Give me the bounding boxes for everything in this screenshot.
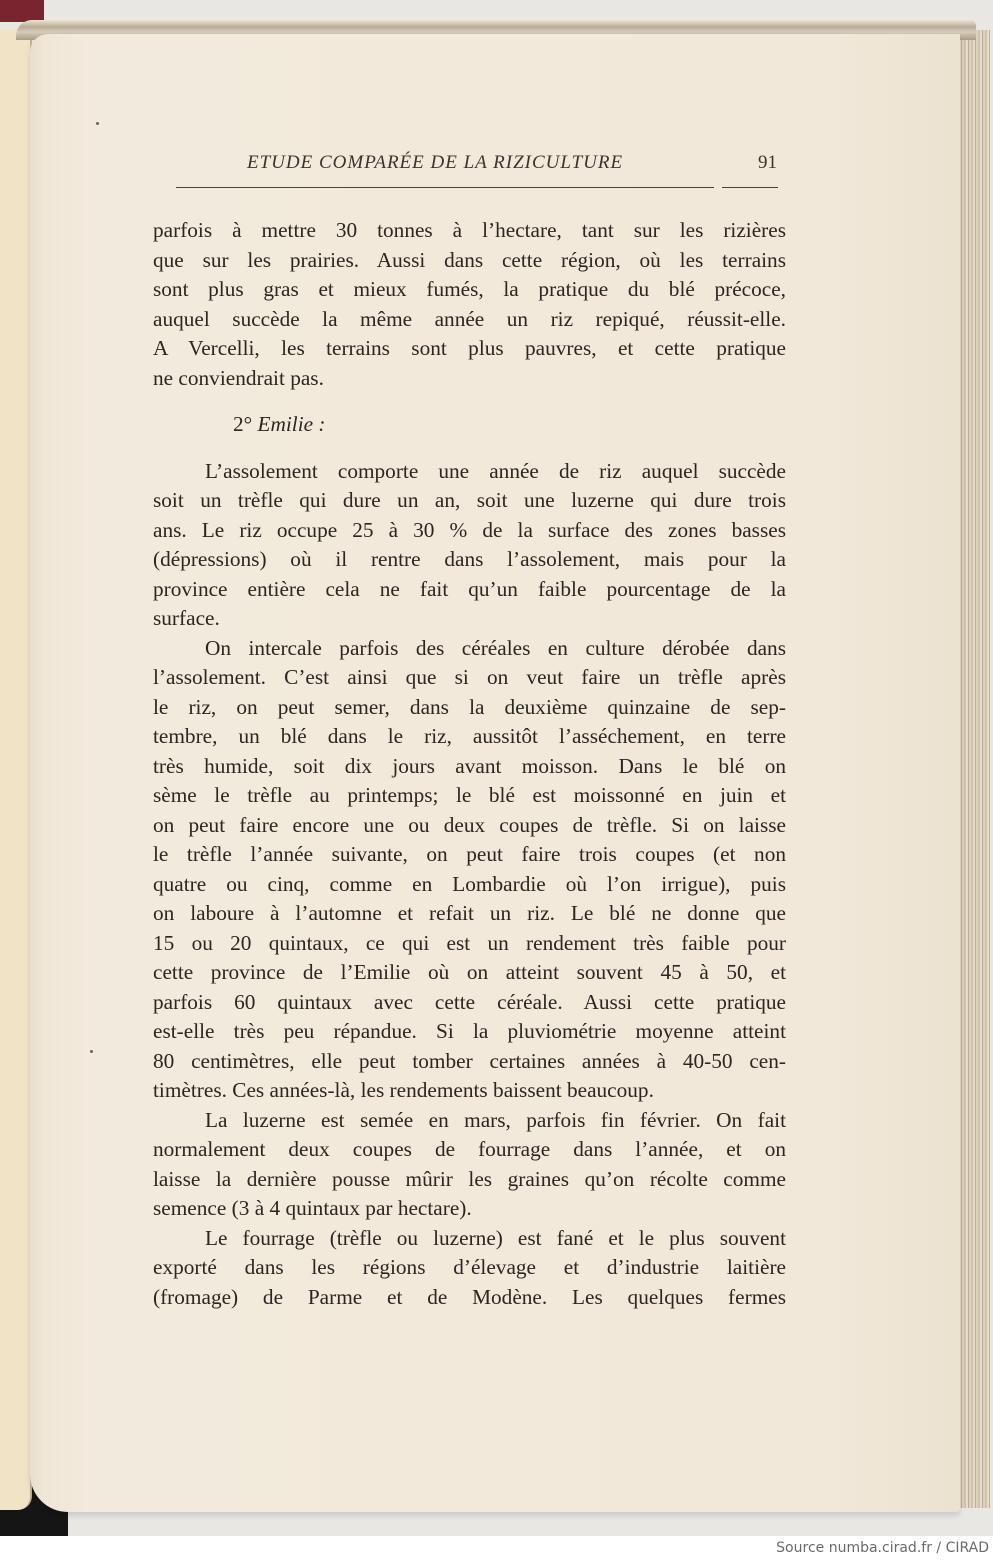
text-line: le riz, on peut semer, dans la deuxième quinzaine de sep- bbox=[153, 694, 786, 719]
text-line: L’assolement comporte une année de riz auquel succède bbox=[205, 458, 786, 483]
text-line: tembre, un blé dans le riz, aussitôt l’asséchement, en terre bbox=[153, 724, 786, 748]
text-line: sont plus gras et mieux fumés, la pratique du blé précoce, bbox=[153, 277, 786, 301]
text-line: sème le trèfle au printemps; le blé est moissonné en juin et bbox=[153, 783, 786, 807]
paper-speck bbox=[96, 122, 99, 125]
text-line: cette province de l’Emilie où on atteint souvent 45 à 50, et bbox=[153, 960, 786, 984]
text-line: que sur les prairies. Aussi dans cette région, où les terrains bbox=[153, 247, 786, 272]
text-line: La luzerne est semée en mars, parfois fin février. On fait bbox=[205, 1107, 786, 1132]
text-line: ans. Le riz occupe 25 à 30 % de la surface des zones basses bbox=[153, 517, 786, 542]
text-line: on laboure à l’automne et refait un riz. Le blé ne donne que bbox=[153, 901, 786, 925]
text-line: on peut faire encore une ou deux coupes de trèfle. Si on laisse bbox=[153, 812, 786, 837]
left-page-edge bbox=[0, 30, 32, 1510]
text-line: parfois 60 quintaux avec cette céréale. Aussi cette pratique bbox=[153, 989, 786, 1014]
text-line: 15 ou 20 quintaux, ce qui est un rendement très faible pour bbox=[153, 930, 786, 955]
text-line: auquel succède la même année un riz repiqué, réussit-elle. bbox=[153, 306, 786, 331]
text-line: On intercale parfois des céréales en culture dérobée dans bbox=[205, 635, 786, 660]
text-line: ne conviendrait pas. bbox=[153, 365, 324, 390]
text-line: province entière cela ne fait qu’un faible pourcentage de la bbox=[153, 576, 786, 601]
source-credit: Source numba.cirad.fr / CIRAD bbox=[776, 1540, 989, 1556]
header-rule bbox=[176, 187, 714, 188]
text-line: Le fourrage (trèfle ou luzerne) est fané et le plus souvent bbox=[205, 1225, 786, 1250]
text-line: (fromage) de Parme et de Modène. Les quelques fermes bbox=[153, 1284, 786, 1309]
text-line: exporté dans les régions d’élevage et d’industrie laitière bbox=[153, 1255, 786, 1279]
text-line: très humide, soit dix jours avant moisson. Dans le blé on bbox=[153, 753, 786, 778]
text-line: est-elle très peu répandue. Si la pluviométrie moyenne atteint bbox=[153, 1019, 786, 1043]
page-number: 91 bbox=[758, 152, 777, 173]
text-line: surface. bbox=[153, 606, 220, 630]
text-line: soit un trèfle qui dure un an, soit une luzerne qui dure trois bbox=[153, 488, 786, 512]
paper-speck bbox=[90, 1050, 93, 1053]
running-title: ETUDE COMPARÉE DE LA RIZICULTURE bbox=[247, 152, 624, 173]
book-cover-edge bbox=[0, 0, 44, 22]
text-line: A Vercelli, les terrains sont plus pauvres, et cette pratique bbox=[153, 336, 786, 360]
section-title: Emilie : bbox=[257, 412, 326, 436]
text-line: semence (3 à 4 quintaux par hectare). bbox=[153, 1196, 472, 1220]
text-line: laisse la dernière pousse mûrir les graines qu’on récolte comme bbox=[153, 1166, 786, 1191]
text-line: normalement deux coupes de fourrage dans l’année, et on bbox=[153, 1137, 786, 1161]
text-line: 80 centimètres, elle peut tomber certaines années à 40-50 cen- bbox=[153, 1048, 786, 1073]
text-line: quatre ou cinq, comme en Lombardie où l’on irrigue), puis bbox=[153, 871, 786, 896]
text-line: (dépressions) où il rentre dans l’assolement, mais pour la bbox=[153, 547, 786, 571]
section-heading bbox=[233, 410, 786, 440]
header-rule-short bbox=[722, 187, 778, 188]
text-line: le trèfle l’année suivante, on peut faire trois coupes (et non bbox=[153, 842, 786, 866]
text-line: l’assolement. C’est ainsi que si on veut faire un trèfle après bbox=[153, 665, 786, 689]
running-header bbox=[175, 150, 785, 180]
text-line: parfois à mettre 30 tonnes à l’hectare, tant sur les rizières bbox=[153, 218, 786, 242]
page-body bbox=[153, 216, 786, 1312]
section-number: 2° bbox=[233, 412, 253, 436]
text-line: timètres. Ces années-là, les rendements baissent beaucoup. bbox=[153, 1078, 654, 1102]
